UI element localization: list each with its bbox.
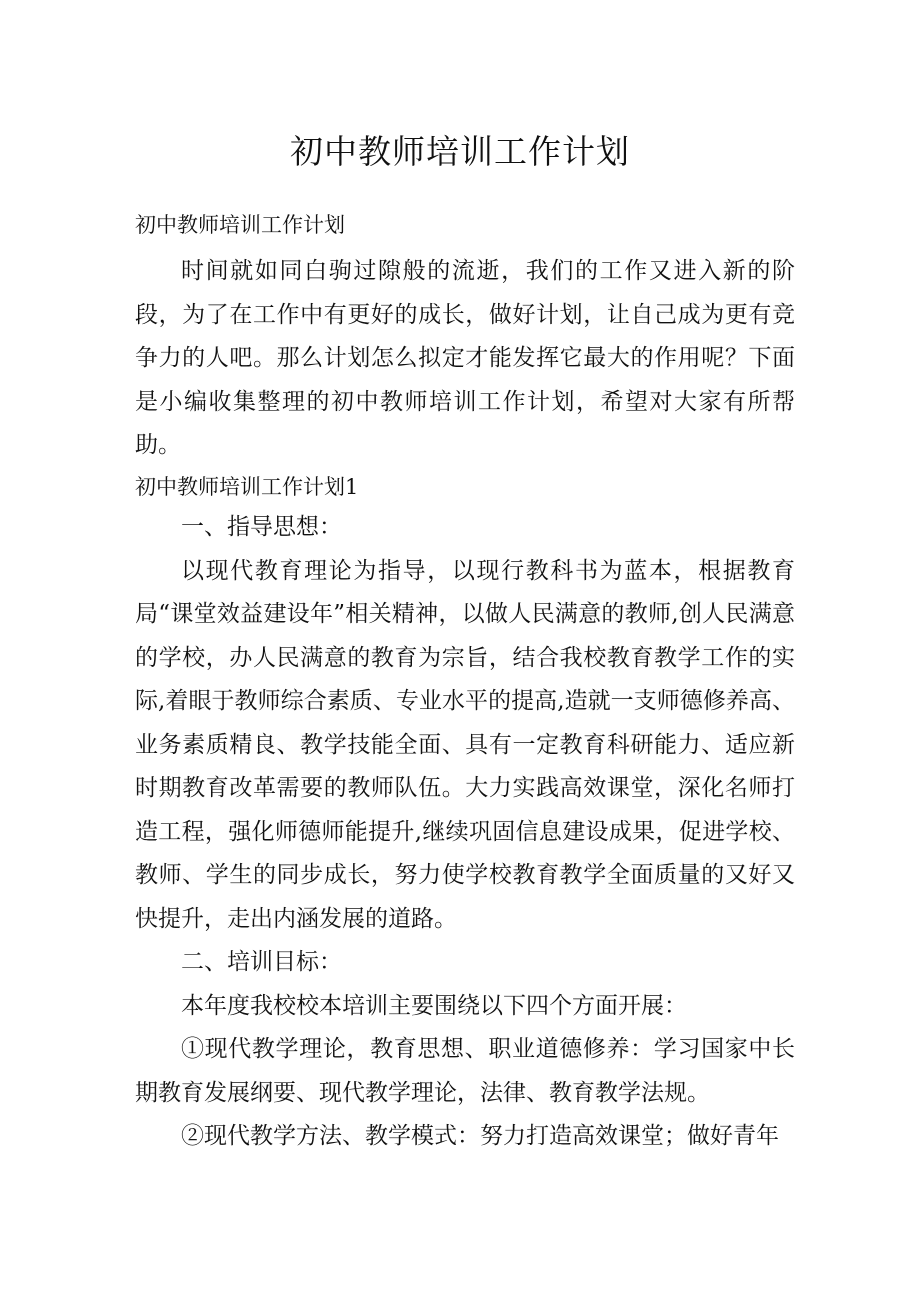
section1-label: 初中教师培训工作计划1 [135,475,359,499]
paragraph-goal-two: ②现代教学方法、教学模式：努力打造高效课堂；做好青年 [181,1123,779,1149]
paragraph-goal-one: ①现代教学理论，教育思想、职业道德修养：学习国家中长期教育发展纲要、现代教学理论，法律、教育教学法规。 [135,1036,795,1106]
paragraph-training-intro: 本年度我校校本培训主要围绕以下四个方面开展： [181,992,687,1019]
heading-guiding-thought: 一、指导思想： [181,514,342,540]
paragraph-guiding-thought: 以现代教育理论为指导，以现行教科书为蓝本，根据教育局“课堂效益建设年”相关精神，以做人民满意的教师,创人民满意的学校，办人民满意的教育为宗旨，结合我校教育教学工作的实际,着眼于教师综合素质、专业水平的提高,造就一支师德修养高、业务素质精良、教学技能全面、具有一定教育科研能力、适应新时期教育改革需要的教师队伍。大力实践高效课堂，深化名师打造工程，强化师德师能提升,继续巩固信息建设成果，促进学校、教师、学生的同步成长，努力使学校教育教学全面质量的又好又快提升，走出内涵发展的道路。 [135,557,795,932]
intro-section [135,250,795,468]
heading-training-goals: 二、培训目标： [181,949,342,975]
intro-label: 初中教师培训工作计划 [135,213,345,237]
document-title: 初中教师培训工作计划 [290,132,630,172]
intro-paragraph: 时间就如同白驹过隙般的流逝，我们的工作又进入新的阶段，为了在工作中有更好的成长，做好计划，让自己成为更有竞争力的人吧。那么计划怎么拟定才能发挥它最大的作用呢？下面是小编收集整理的初中教师培训工作计划，希望对大家有所帮助。 [135,258,795,458]
section1-body [135,506,795,1159]
